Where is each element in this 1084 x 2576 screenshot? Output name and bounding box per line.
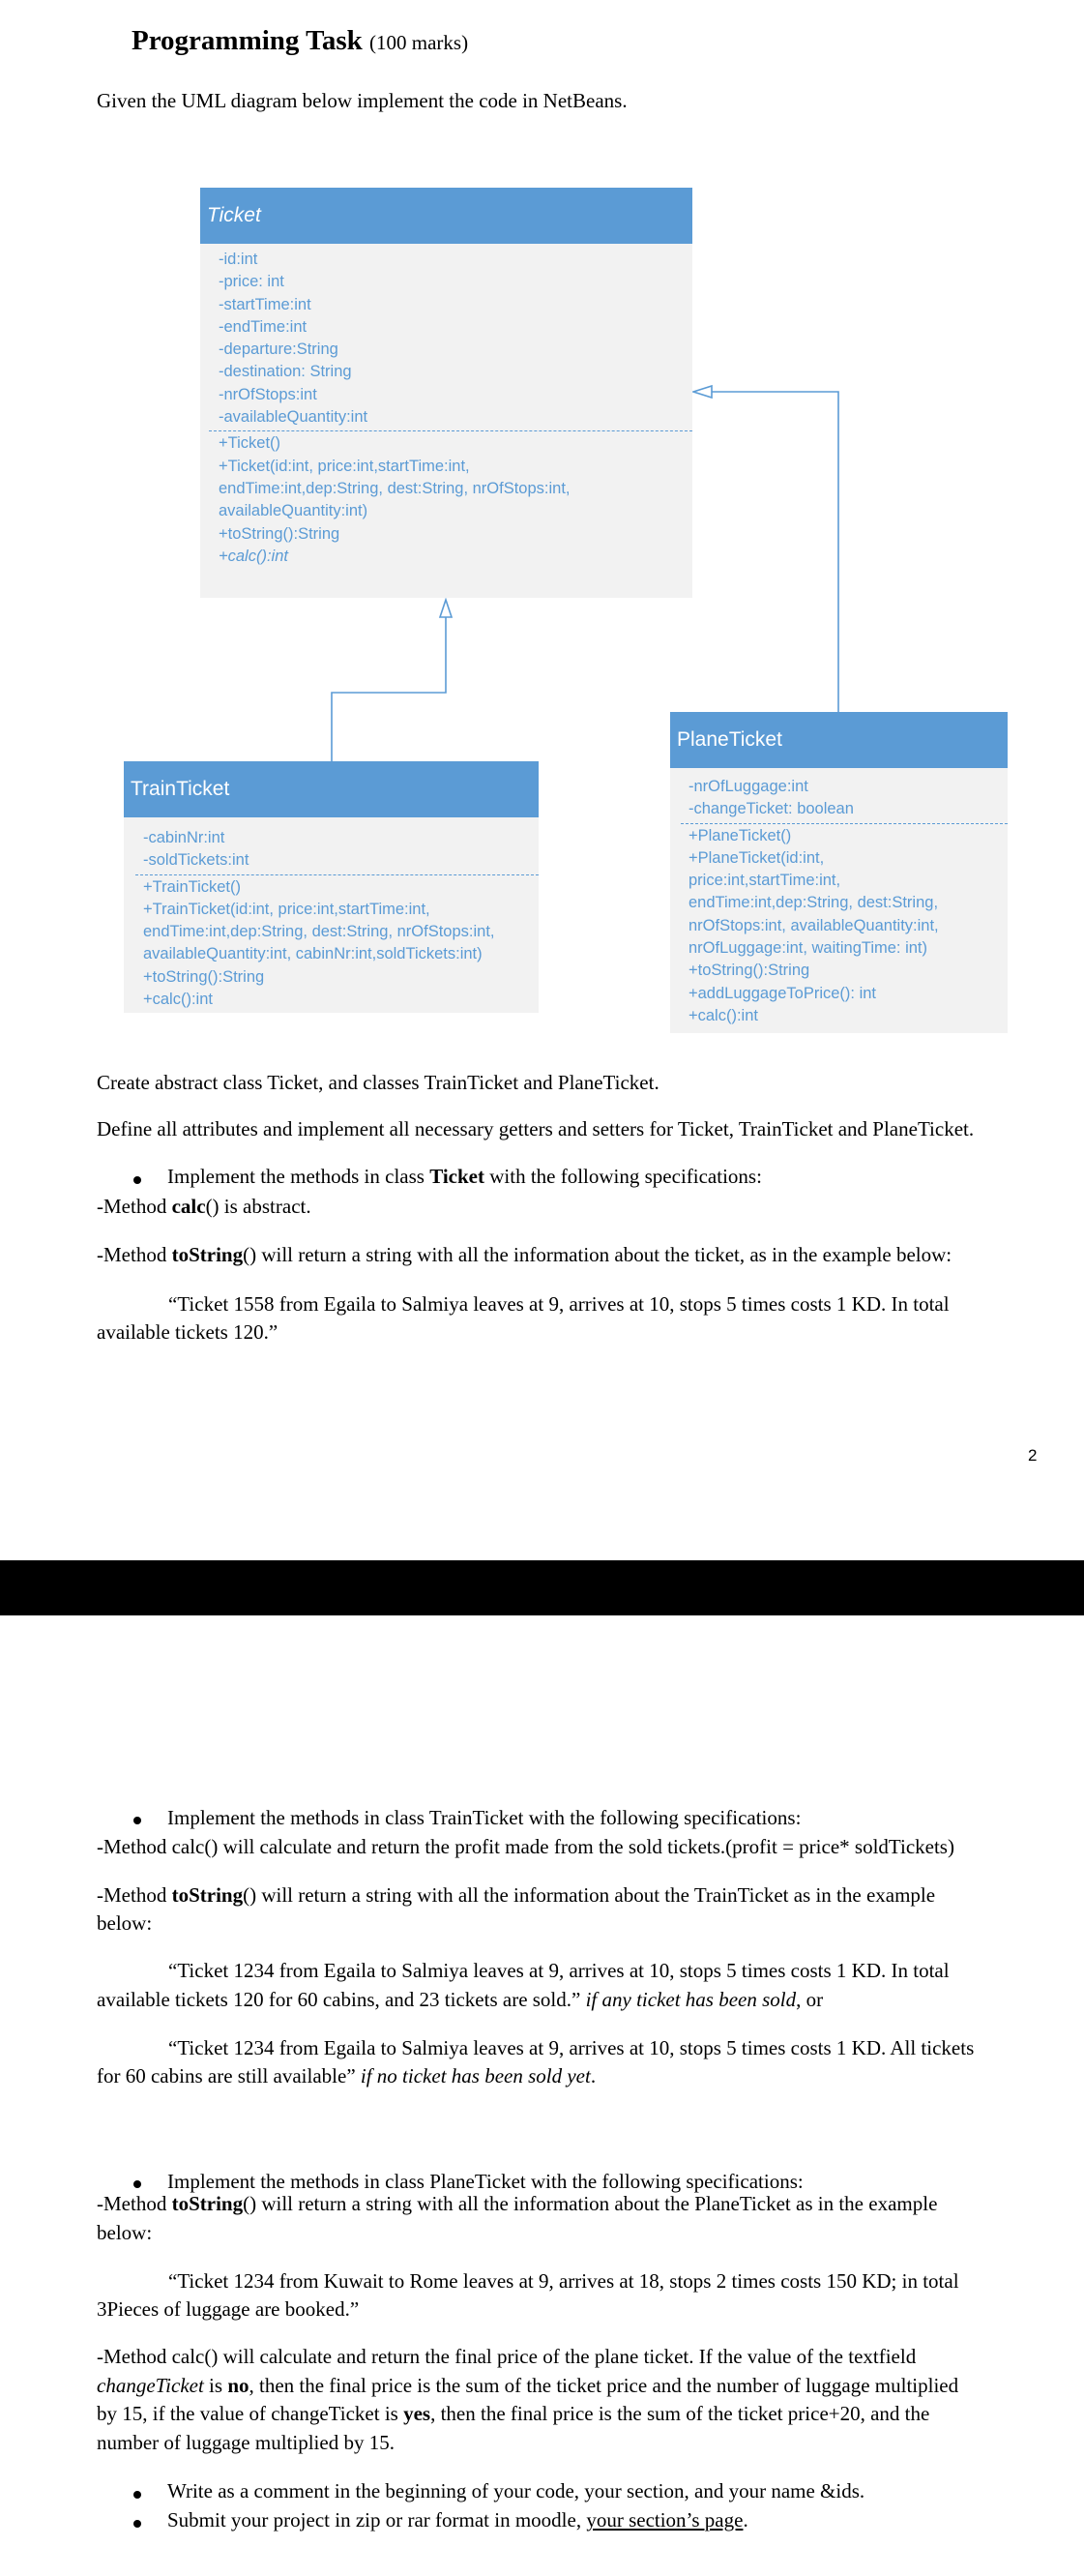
bullet-dot: [133, 2491, 141, 2499]
plane-example-line1: “Ticket 1234 from Kuwait to Rome leaves at 9, arrives at 18, stops 2 times costs 150 KD; in total: [168, 2269, 959, 2293]
plane-method: +PlaneTicket(): [688, 826, 792, 844]
ticket-class-name: Ticket: [200, 188, 692, 244]
ticket-attr: -price: int: [219, 273, 284, 291]
uml-class-ticket: [200, 188, 692, 598]
plane-tostring-spec-line2: below:: [97, 2221, 153, 2244]
plane-method: nrOfLuggage:int, waitingTime: int): [688, 939, 928, 958]
title-marks: (100 marks): [369, 31, 469, 54]
intro-text: Given the UML diagram below implement the code in NetBeans.: [97, 89, 628, 112]
plane-methods-bullet: Implement the methods in class PlaneTicket with the following specifications:: [167, 2170, 804, 2193]
ticket-divider: [209, 430, 692, 431]
plane-method: +calc():int: [688, 1006, 758, 1024]
title-text: Programming Task: [132, 25, 363, 56]
plane-method: +PlaneTicket(id:int,: [688, 848, 825, 867]
plane-attr: -nrOfLuggage:int: [688, 778, 808, 795]
bullet-dot: [133, 2180, 141, 2188]
final-bullet-submit: Submit your project in zip or rar format in moodle, your section’s page.: [167, 2508, 748, 2532]
train-example1-line1: “Ticket 1234 from Egaila to Salmiya leaves at 9, arrives at 10, stops 5 times costs 1 KD. In total: [168, 1959, 950, 1982]
train-method: endTime:int,dep:String, dest:String, nrOfStops:int,: [143, 923, 495, 941]
create-classes-text: Create abstract class Ticket, and classes TrainTicket and PlaneTicket.: [97, 1071, 659, 1094]
plane-method: +toString():String: [688, 962, 810, 980]
ticket-tostring-spec: -Method toString() will return a string with all the information about the ticket, as in the example below:: [97, 1243, 952, 1266]
ticket-method: +toString():String: [219, 524, 340, 543]
plane-calc-line1: -Method calc() will calculate and return the final price of the plane ticket. If the value of the textfield: [97, 2345, 917, 2368]
page-break: [0, 1560, 1084, 1615]
train-tostring-spec: -Method toString() will return a string with all the information about the TrainTicket as in the example: [97, 1883, 936, 1907]
section-page-link[interactable]: your section’s page: [586, 2508, 744, 2532]
plane-example-line2: 3Pieces of luggage are booked.”: [97, 2297, 360, 2321]
page-number: 2: [1028, 1446, 1038, 1465]
plane-tostring-spec: -Method toString() will return a string with all the information about the PlaneTicket as in the example: [97, 2192, 938, 2215]
plane-method: +addLuggageToPrice(): int: [688, 984, 877, 1002]
bullet-dot: [133, 1176, 141, 1184]
ticket-method: +Ticket(): [219, 434, 281, 453]
train-attr: -cabinNr:int: [143, 829, 225, 846]
train-inheritance-line: [332, 617, 446, 761]
plane-inheritance-line: [712, 392, 838, 712]
train-divider: [135, 874, 539, 875]
ticket-attr: -endTime:int: [219, 317, 308, 336]
ticket-attr: -nrOfStops:int: [219, 385, 317, 403]
train-methods-bullet: Implement the methods in class TrainTicket with the following specifications:: [167, 1806, 802, 1829]
plane-inheritance-arrow: [693, 386, 712, 398]
train-example1-line2: available tickets 120 for 60 cabins, and 23 tickets are sold.” if any ticket has been sold, or: [97, 1988, 824, 2011]
uml-class-trainticket: [124, 761, 539, 1013]
ticket-method: endTime:int,dep:String, dest:String, nrOfStops:int,: [219, 479, 571, 497]
ticket-method-abstract: +calc():int: [219, 547, 288, 565]
final-bullet-comment: Write as a comment in the beginning of your code, your section, and your name &ids.: [167, 2479, 865, 2502]
train-method: +TrainTicket(id:int, price:int,startTime:int,: [143, 900, 430, 918]
plane-calc-line2: changeTicket is no, then the final price is the sum of the ticket price and the number of luggage multiplied: [97, 2374, 959, 2397]
train-method: availableQuantity:int, cabinNr:int,soldTickets:int): [143, 945, 483, 963]
plane-divider: [681, 823, 1008, 824]
bullet-dot: [133, 2520, 141, 2528]
ticket-attr: -departure:String: [219, 341, 338, 359]
bullet-dot: [133, 1817, 141, 1824]
ticket-methods-bullet: Implement the methods in class Ticket with the following specifications:: [167, 1165, 762, 1188]
train-method: +calc():int: [143, 991, 213, 1009]
train-calc-spec: -Method calc() will calculate and return the profit made from the sold tickets.(profit = price* soldTickets): [97, 1835, 954, 1858]
train-inheritance-arrow: [440, 600, 452, 617]
ticket-calc-spec: -Method calc() is abstract.: [97, 1195, 311, 1218]
plane-method: endTime:int,dep:String, dest:String,: [688, 894, 939, 912]
plane-method: price:int,startTime:int,: [688, 872, 841, 890]
ticket-attr: -startTime:int: [219, 295, 311, 313]
plane-method: nrOfStops:int, availableQuantity:int,: [688, 916, 939, 934]
train-example2-line2: for 60 cabins are still available” if no ticket has been sold yet.: [97, 2064, 597, 2087]
train-example2-line1: “Ticket 1234 from Egaila to Salmiya leaves at 9, arrives at 10, stops 5 times costs 1 KD. All tickets: [168, 2036, 975, 2059]
train-method: +TrainTicket(): [143, 877, 241, 896]
train-tostring-spec-line2: below:: [97, 1911, 153, 1935]
plane-class-name: PlaneTicket: [670, 712, 1008, 768]
train-attr: -soldTickets:int: [143, 851, 249, 870]
plane-calc-line3: by 15, if the value of changeTicket is yes, then the final price is the sum of the ticket price+20, and the: [97, 2402, 930, 2425]
uml-class-planeticket: [670, 712, 1008, 1033]
ticket-attr: -destination: String: [219, 363, 352, 381]
ticket-method: availableQuantity:int): [219, 502, 368, 520]
ticket-example-line2: available tickets 120.”: [97, 1320, 278, 1344]
define-attributes-text: Define all attributes and implement all necessary getters and setters for Ticket, TrainTicket and PlaneTicket.: [97, 1117, 975, 1140]
train-method: +toString():String: [143, 967, 265, 986]
ticket-method: +Ticket(id:int, price:int,startTime:int,: [219, 457, 470, 475]
train-class-name: TrainTicket: [124, 761, 539, 817]
ticket-attr: -availableQuantity:int: [219, 408, 368, 427]
ticket-example-line1: “Ticket 1558 from Egaila to Salmiya leaves at 9, arrives at 10, stops 5 times costs 1 KD. In total: [168, 1292, 950, 1316]
ticket-attr: -id:int: [219, 251, 258, 268]
plane-attr: -changeTicket: boolean: [688, 800, 854, 818]
plane-calc-line4: number of luggage multiplied by 15.: [97, 2431, 395, 2454]
